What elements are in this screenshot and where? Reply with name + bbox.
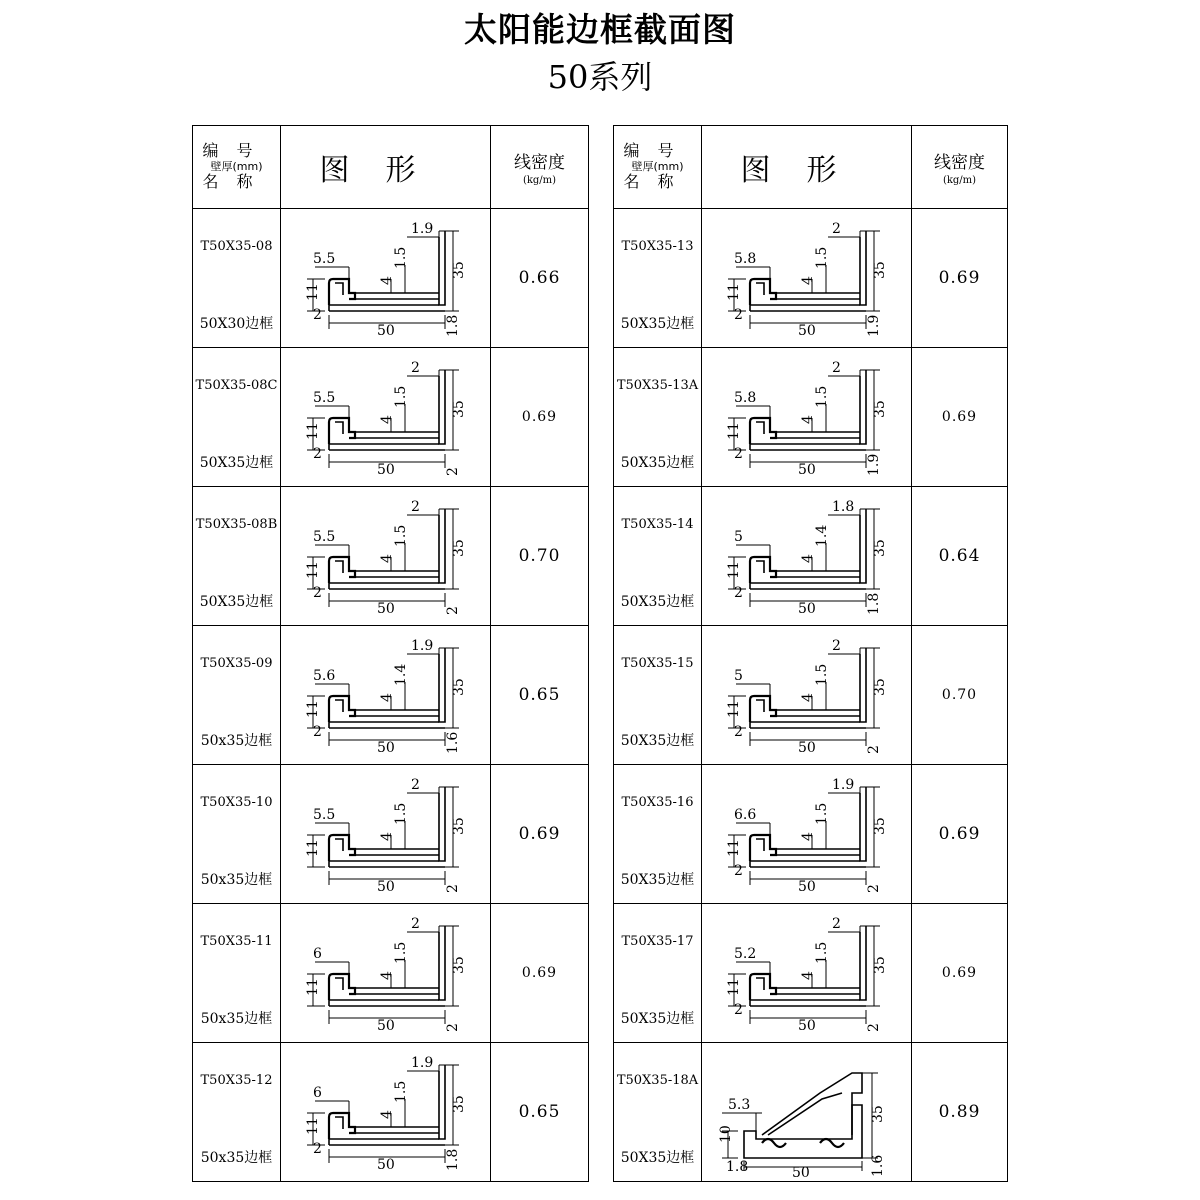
header-id-bot: 名称 <box>202 172 271 192</box>
dimension-foot: 11 <box>305 1117 321 1135</box>
dimension-base: 2 <box>734 307 743 323</box>
header-figure: 图形 <box>281 126 491 209</box>
frame-profile-angled <box>722 1073 878 1171</box>
dimension-web: 1.5 <box>393 524 409 547</box>
profile-name: 50x35边框 <box>200 1011 273 1027</box>
dimension-web: 1.4 <box>814 524 830 547</box>
id-cell <box>193 348 281 487</box>
dimension-width: 50 <box>377 1157 395 1173</box>
spec-table-right <box>613 125 1008 1182</box>
table-row <box>193 626 589 765</box>
dimension-lip: 6.6 <box>734 807 757 823</box>
profile-name: 50x35边框 <box>200 872 273 888</box>
dimension-flange: 4 <box>379 276 395 285</box>
profile-name: 50X30边框 <box>199 316 274 332</box>
profile-drawing <box>702 209 912 347</box>
dimension-base: 2 <box>313 724 322 740</box>
table-row <box>614 904 1008 1043</box>
dimension-foot: 11 <box>726 422 742 440</box>
id-cell <box>193 626 281 765</box>
dimension-lip: 5.5 <box>313 807 336 823</box>
dimension-flange: 4 <box>379 554 395 563</box>
header-density-cell <box>491 126 589 209</box>
dimension-top: 1.9 <box>411 1055 434 1071</box>
dimension-height: 35 <box>870 1105 886 1123</box>
table-row <box>193 1043 589 1182</box>
table-row <box>614 209 1008 348</box>
dimension-height: 35 <box>451 261 467 279</box>
density-value: 0.69 <box>491 765 589 904</box>
dimension-base: 2 <box>313 307 322 323</box>
dimension-web: 1.5 <box>393 1080 409 1103</box>
dimension-bottom: 1.9 <box>866 314 882 337</box>
header-density-unit: (kg/m) <box>522 175 557 186</box>
id-cell <box>614 765 702 904</box>
dimension-lip: 5.2 <box>734 946 757 962</box>
dimension-web: 1.5 <box>393 385 409 408</box>
dimension-bottom: 2 <box>445 467 461 476</box>
dimension-flange: 4 <box>379 693 395 702</box>
figure-cell <box>702 626 912 765</box>
density-value: 0.69 <box>912 765 1008 904</box>
profile-code: T50X35-12 <box>200 1073 273 1088</box>
table-header-row <box>193 126 589 209</box>
dimension-height: 35 <box>872 400 888 418</box>
id-cell <box>193 904 281 1043</box>
id-cell <box>193 1043 281 1182</box>
density-value: 0.69 <box>912 904 1008 1043</box>
dimension-bottom: 1.8 <box>866 592 882 615</box>
dimension-flange: 4 <box>800 971 816 980</box>
table-row <box>193 348 589 487</box>
figure-cell <box>702 209 912 348</box>
profile-name: 50X35边框 <box>620 733 695 749</box>
table-row <box>193 904 589 1043</box>
profile-drawing <box>702 765 912 903</box>
dimension-height: 35 <box>451 400 467 418</box>
profile-name: 50X35边框 <box>199 594 274 610</box>
dimension-flange: 4 <box>379 1110 395 1119</box>
profile-name: 50X35边框 <box>620 594 695 610</box>
profile-code: T50X35-11 <box>200 934 273 949</box>
dimension-width: 50 <box>377 1018 395 1034</box>
table-row <box>614 487 1008 626</box>
profile-code: T50X35-10 <box>200 795 273 810</box>
dimension-height: 35 <box>451 1095 467 1113</box>
dimension-bottom: 1.6 <box>870 1154 886 1177</box>
dimension-height: 35 <box>872 261 888 279</box>
header-density: 线密度 <box>934 153 985 173</box>
id-cell <box>193 209 281 348</box>
figure-cell <box>281 348 491 487</box>
table-row <box>614 348 1008 487</box>
profile-code: T50X35-13 <box>621 239 694 254</box>
dimension-flange: 4 <box>379 832 395 841</box>
profile-code: T50X35-18A <box>616 1073 699 1088</box>
dimension-flange: 4 <box>379 971 395 980</box>
table-row <box>614 626 1008 765</box>
dimension-top: 1.9 <box>832 777 855 793</box>
profile-name: 50X35边框 <box>620 316 695 332</box>
profile-name: 50X35边框 <box>620 455 695 471</box>
dimension-width: 50 <box>377 601 395 617</box>
header-density-cell <box>912 126 1008 209</box>
table-row <box>614 1043 1008 1182</box>
dimension-foot: 11 <box>726 978 742 996</box>
header-id-top: 编号 <box>202 141 271 161</box>
dimension-lip: 5 <box>734 529 743 545</box>
density-value: 0.70 <box>912 626 1008 765</box>
table-row <box>614 765 1008 904</box>
density-value: 0.65 <box>491 626 589 765</box>
id-cell <box>614 348 702 487</box>
dimension-web: 1.5 <box>393 941 409 964</box>
dimension-top: 1.9 <box>411 638 434 654</box>
dimension-width: 50 <box>798 601 816 617</box>
dimension-height: 35 <box>872 539 888 557</box>
profile-drawing <box>702 487 912 625</box>
dimension-foot: 11 <box>305 700 321 718</box>
header-id-bot: 名称 <box>623 172 692 192</box>
dimension-top: 2 <box>411 777 420 793</box>
header-density: 线密度 <box>514 153 565 173</box>
profile-code: T50X35-14 <box>621 517 694 532</box>
dimension-bottom: 1.8 <box>445 1148 461 1171</box>
header-id-mid: 壁厚(mm) <box>210 159 263 173</box>
density-value: 0.89 <box>912 1043 1008 1182</box>
dimension-base: 2 <box>734 863 743 879</box>
dimension-width: 50 <box>377 879 395 895</box>
profile-name: 50X35边框 <box>199 455 274 471</box>
header-id-cell <box>614 126 702 209</box>
dimension-bottom: 2 <box>445 884 461 893</box>
dimension-top: 2 <box>411 916 420 932</box>
dimension-bottom: 2 <box>445 1023 461 1032</box>
dimension-foot: 11 <box>305 561 321 579</box>
dimension-web: 1.5 <box>393 802 409 825</box>
dimension-lip: 6 <box>313 1085 322 1101</box>
dimension-height: 35 <box>451 817 467 835</box>
profile-drawing <box>702 1043 912 1181</box>
dimension-bottom: 2 <box>445 606 461 615</box>
profile-drawing <box>281 487 491 625</box>
profile-code: T50X35-13A <box>616 378 699 393</box>
document-title: 太阳能边框截面图 <box>464 10 736 49</box>
density-value: 0.64 <box>912 487 1008 626</box>
figure-cell <box>281 904 491 1043</box>
dimension-bottom: 2 <box>866 1023 882 1032</box>
dimension-top: 2 <box>411 360 420 376</box>
density-value: 0.69 <box>491 348 589 487</box>
profile-drawing <box>702 348 912 486</box>
dimension-base: 2 <box>734 585 743 601</box>
dimension-top: 2 <box>832 638 841 654</box>
density-value: 0.69 <box>912 348 1008 487</box>
spec-table-left <box>192 125 589 1182</box>
density-value: 0.65 <box>491 1043 589 1182</box>
dimension-base: 1.8 <box>726 1159 749 1175</box>
dimension-foot: 10 <box>718 1125 734 1143</box>
dimension-base: 2 <box>734 1002 743 1018</box>
dimension-base: 2 <box>313 1141 322 1157</box>
dimension-flange: 4 <box>800 832 816 841</box>
dimension-web: 1.4 <box>393 663 409 686</box>
dimension-height: 35 <box>451 539 467 557</box>
dimension-lip: 5.5 <box>313 390 336 406</box>
figure-cell <box>281 1043 491 1182</box>
figure-cell <box>281 487 491 626</box>
profile-code: T50X35-15 <box>621 656 694 671</box>
dimension-web: 1.5 <box>814 802 830 825</box>
profile-code: T50X35-16 <box>621 795 694 810</box>
profile-name: 50x35边框 <box>200 733 273 749</box>
figure-cell <box>702 1043 912 1182</box>
profile-drawing <box>281 209 491 347</box>
dimension-foot: 11 <box>726 283 742 301</box>
table-header-row <box>614 126 1008 209</box>
dimension-lip: 5.5 <box>313 251 336 267</box>
profile-drawing <box>281 904 491 1042</box>
dimension-width: 50 <box>377 740 395 756</box>
id-cell <box>614 626 702 765</box>
dimension-lip: 5.3 <box>728 1097 751 1113</box>
profile-code: T50X35-08C <box>195 378 278 393</box>
id-cell <box>193 487 281 626</box>
dimension-height: 35 <box>872 678 888 696</box>
dimension-web: 1.5 <box>814 941 830 964</box>
figure-cell <box>281 209 491 348</box>
table-row <box>193 765 589 904</box>
dimension-foot: 11 <box>726 561 742 579</box>
figure-cell <box>702 765 912 904</box>
dimension-width: 50 <box>798 740 816 756</box>
dimension-width: 50 <box>792 1165 810 1181</box>
density-value: 0.69 <box>912 209 1008 348</box>
dimension-lip: 5.8 <box>734 390 757 406</box>
dimension-width: 50 <box>798 879 816 895</box>
figure-cell <box>281 626 491 765</box>
dimension-foot: 11 <box>726 839 742 857</box>
profile-name: 50X35边框 <box>620 872 695 888</box>
dimension-top: 2 <box>832 221 841 237</box>
header-id-cell <box>193 126 281 209</box>
dimension-bottom: 1.8 <box>445 314 461 337</box>
profile-drawing <box>281 348 491 486</box>
density-value: 0.70 <box>491 487 589 626</box>
dimension-top: 2 <box>832 360 841 376</box>
dimension-flange: 4 <box>800 276 816 285</box>
header-figure: 图形 <box>702 126 912 209</box>
header-id-mid: 壁厚(mm) <box>631 159 684 173</box>
profile-code: T50X35-09 <box>200 656 273 671</box>
dimension-top: 1.8 <box>832 499 855 515</box>
dimension-web: 1.5 <box>814 385 830 408</box>
dimension-bottom: 2 <box>866 745 882 754</box>
figure-cell <box>702 904 912 1043</box>
dimension-base: 2 <box>313 446 322 462</box>
id-cell <box>614 487 702 626</box>
figure-cell <box>702 348 912 487</box>
profile-drawing <box>702 626 912 764</box>
dimension-width: 50 <box>377 462 395 478</box>
dimension-bottom: 1.9 <box>866 453 882 476</box>
dimension-foot: 11 <box>305 422 321 440</box>
profile-name: 50X35边框 <box>620 1150 695 1166</box>
dimension-height: 35 <box>451 678 467 696</box>
dimension-lip: 6 <box>313 946 322 962</box>
table-row <box>193 209 589 348</box>
figure-cell <box>281 765 491 904</box>
table-row <box>193 487 589 626</box>
header-density-unit: (kg/m) <box>942 175 977 186</box>
dimension-base: 2 <box>734 724 743 740</box>
dimension-web: 1.5 <box>814 246 830 269</box>
profile-drawing <box>702 904 912 1042</box>
dimension-height: 35 <box>872 817 888 835</box>
dimension-lip: 5.8 <box>734 251 757 267</box>
figure-cell <box>702 487 912 626</box>
profile-drawing <box>281 1043 491 1181</box>
id-cell <box>614 209 702 348</box>
dimension-width: 50 <box>798 323 816 339</box>
profile-name: 50X35边框 <box>620 1011 695 1027</box>
dimension-width: 50 <box>798 1018 816 1034</box>
header-id-top: 编号 <box>623 141 692 161</box>
document-subtitle: 50系列 <box>547 58 653 96</box>
dimension-lip: 5 <box>734 668 743 684</box>
dimension-height: 35 <box>872 956 888 974</box>
dimension-foot: 11 <box>726 700 742 718</box>
dimension-top: 1.9 <box>411 221 434 237</box>
dimension-base: 2 <box>313 585 322 601</box>
profile-code: T50X35-08 <box>200 239 273 254</box>
profile-code: T50X35-17 <box>621 934 694 949</box>
density-value: 0.66 <box>491 209 589 348</box>
dimension-foot: 11 <box>305 839 321 857</box>
dimension-width: 50 <box>377 323 395 339</box>
id-cell <box>193 765 281 904</box>
dimension-bottom: 2 <box>866 884 882 893</box>
dimension-width: 50 <box>798 462 816 478</box>
dimension-height: 35 <box>451 956 467 974</box>
dimension-lip: 5.5 <box>313 529 336 545</box>
profile-drawing <box>281 765 491 903</box>
dimension-web: 1.5 <box>814 663 830 686</box>
dimension-top: 2 <box>411 499 420 515</box>
dimension-base: 2 <box>734 446 743 462</box>
dimension-flange: 4 <box>800 693 816 702</box>
dimension-web: 1.5 <box>393 246 409 269</box>
dimension-bottom: 1.6 <box>445 731 461 754</box>
dimension-lip: 5.6 <box>313 668 336 684</box>
dimension-flange: 4 <box>800 415 816 424</box>
profile-drawing <box>281 626 491 764</box>
density-value: 0.69 <box>491 904 589 1043</box>
dimension-flange: 4 <box>800 554 816 563</box>
dimension-foot: 11 <box>305 978 321 996</box>
dimension-foot: 11 <box>305 283 321 301</box>
dimension-flange: 4 <box>379 415 395 424</box>
dimension-top: 2 <box>832 916 841 932</box>
id-cell <box>614 904 702 1043</box>
profile-name: 50x35边框 <box>200 1150 273 1166</box>
profile-code: T50X35-08B <box>195 517 278 532</box>
id-cell <box>614 1043 702 1182</box>
